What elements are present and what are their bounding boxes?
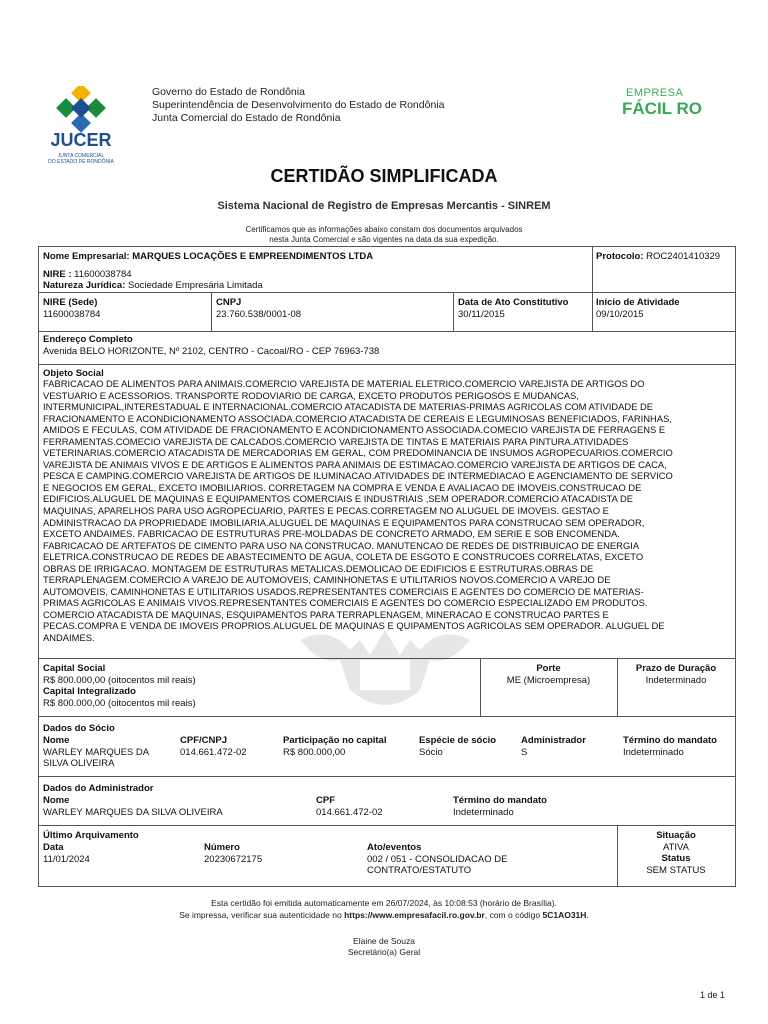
header-line-2: Superintendência de Desenvolvimento do Estado de Rondônia: [152, 99, 445, 111]
objeto-line: MAQUINAS, APARELHOS PARA USO AGROPECUARIO, PARTES E PECAS.CORRETAGEM NO ALUGUEL DE IMOVEIS. GESTAO E: [43, 505, 609, 517]
socio-cpf-block: CPF/CNPJ 014.661.472-02: [180, 735, 247, 758]
coat-of-arms-watermark: [290, 620, 480, 730]
nire-sede-block: NIRE (Sede) 11600038784: [43, 297, 101, 320]
empresa-facil-logo: [620, 84, 720, 120]
objeto-line: TERRAPLENAGEM.COMERCIO A VAREJO DE AUTOMOVEIS, CAMINHONETAS E UTILITARIOS NOVOS.COMERCIO A VAREJO DE: [43, 574, 611, 586]
endereco-value: Avenida BELO HORIZONTE, Nº 2102, CENTRO - Cacoal/RO - CEP 76963-738: [43, 345, 380, 357]
porte-block: Porte ME (Microempresa): [480, 663, 617, 686]
cnpj-value: 23.760.538/0001-08: [216, 308, 302, 320]
socio-administrador-block: Administrador S: [521, 735, 586, 758]
endereco-block: Endereço Completo Avenida BELO HORIZONTE, Nº 2102, CENTRO - Cacoal/RO - CEP 76963-738: [43, 334, 380, 357]
objeto-line: AMIDOS E FECULAS, COM ATIVIDADE DE FRACIONAMENTO E ACONDICIONAMENTO ASSOCIADA.COMECIO VAREJISTA DE FERRAGENS E: [43, 424, 666, 436]
data-ato-block: Data de Ato Constitutivo 30/11/2015: [458, 297, 569, 320]
capital-block: Capital Social R$ 800.000,00 (oitocentos mil reais) Capital Integralizado R$ 800.000,00 (oitocentos mil reais): [43, 663, 196, 709]
objeto-line: AUTOMOVEIS, CAMINHONETAS E UTILITARIOS USADOS.REPRESENTANTES COMERCIAIS E AGENTES DO COMERCIO DE MATERIAS-: [43, 585, 644, 597]
data-ato-value: 30/11/2015: [458, 308, 505, 320]
certificate-table: [38, 246, 736, 887]
objeto-social-text: [43, 378, 731, 644]
svg-text:FÁCIL RO: FÁCIL RO: [622, 99, 702, 118]
inicio-atividade-value: 09/10/2015: [596, 308, 644, 320]
signature-block: [0, 936, 768, 958]
footer-verify: Se impressa, verificar sua autenticidade no https://www.empresafacil.ro.gov.br, com o código 5C1AO31H.: [179, 910, 589, 920]
socio-especie-block: Espécie de sócio Sócio: [419, 735, 497, 758]
admin-nome-block: Nome WARLEY MARQUES DA SILVA OLIVEIRA: [43, 795, 223, 818]
header-line-1: Governo do Estado de Rondônia: [152, 86, 305, 98]
company-natureza: Sociedade Empresária Limitada: [128, 280, 263, 291]
certify-text: Certificamos que as informações abaixo constam dos documentos arquivados nesta Junta Comercial e são vigentes na data da sua expedição.: [245, 225, 523, 244]
objeto-label: Objeto Social: [43, 368, 104, 379]
objeto-line: ANDAIMES.: [43, 632, 95, 644]
objeto-line: E NEGOCIOS EM GERAL, EXCETO IMOBILIARIOS. CORRETAGEM NA COMPRA E VENDA E AVALIACAO DE IMOVEIS.CONSTRUCAO DE: [43, 481, 642, 493]
porte-value: ME (Microempresa): [506, 674, 591, 686]
arquivamento-section-label: Último Arquivamento: [43, 830, 139, 841]
socio-nome-block: Nome WARLEY MARQUES DA SILVA OLIVEIRA: [43, 735, 150, 769]
admin-section-label: Dados do Administrador: [43, 783, 154, 794]
objeto-line: VAREJISTA DE ANIMAIS VIVOS E DE ARTIGOS E ALIMENTOS PARA ANIMAIS DE ESTIMACAO.COMERCIO VAREJISTA DE ARTIGOS DE CACA,: [43, 458, 667, 470]
objeto-line: FABRICACAO DE ARTEFATOS DE CIMENTO PARA USO NA CONSTRUCAO. MANUTENCAO DE REDES DE DISTRIBUICAO DE ENERGIA: [43, 539, 640, 551]
jucer-logo-name: JUCER: [50, 130, 112, 150]
footer-issued: Esta certidão foi emitida automaticamente em 26/07/2024, às 10:08:53 (horário de Brasília).: [211, 898, 557, 908]
footer-notice: [0, 897, 768, 921]
protocolo-value: ROC2401410329: [646, 251, 721, 262]
capital-integralizado-value: R$ 800.000,00 (oitocentos mil reais): [43, 697, 196, 709]
document-title: CERTIDÃO SIMPLIFICADA: [270, 166, 498, 186]
company-block: Nome Empresarial: MARQUES LOCAÇÕES E EMPREENDIMENTOS LTDA NIRE : 11600038784 Natureza Jurídica: Sociedade Empresária Limitada: [43, 251, 374, 291]
company-name: MARQUES LOCAÇÕES E EMPREENDIMENTOS LTDA: [132, 251, 374, 262]
svg-text:DO ESTADO DE RONDÔNIA: DO ESTADO DE RONDÔNIA: [48, 159, 114, 165]
svg-text:EMPRESA: EMPRESA: [626, 87, 684, 99]
admin-termino-block: Término do mandato Indeterminado: [453, 795, 547, 818]
objeto-line: EDIFICIOS.ALUGUEL DE MAQUINAS E EQUIPAMENTOS COMERCIAIS E INDUSTRIAIS ,SEM OPERADOR.COMERCIO ATACADISTA DE: [43, 493, 634, 505]
verification-url[interactable]: https://www.empresafacil.ro.gov.br: [344, 910, 485, 920]
nire-sede-value: 11600038784: [43, 308, 101, 320]
objeto-line: FRACIONAMENTO E ACONDICIONAMENTO ASSOCIADA.COMERCIO ATACADISTA DE CEREAIS E LEGUMINOSAS BENEFICIADOS, FARINHAS,: [43, 412, 672, 424]
objeto-line: PECAS.COMPRA E VENDA DE IMOVEIS PROPRIOS.ALUGUEL DE MAQUINAS E QUIPAMENTOS AGRICOLAS SEM OPERADOR. ALUGUEL DE: [43, 620, 665, 632]
situacao-block: Situação ATIVA Status SEM STATUS: [617, 830, 735, 876]
objeto-line: EXCETO ANDAIMES. FABRICACAO DE ESTRUTURAS PRE-MOLDADAS DE CONCRETO ARMADO, EM SERIE E SOB ENCOMENDA.: [43, 528, 620, 540]
objeto-line: ELETRICA.CONSTRUCAO DE REDES DE ABASTECIMENTO DE AGUA, COLETA DE ESGOTO E CONSTRUCOES CORRELATAS, EXCETO: [43, 551, 644, 563]
verification-code: 5C1AO31H: [542, 910, 587, 920]
prazo-value: Indeterminado: [645, 674, 707, 686]
socio-participacao-block: Participação no capital R$ 800.000,00: [283, 735, 387, 758]
objeto-line: INTERMUNICIPAL,INTERESTADUAL E INTERNACIONAL.COMERCIO ATACADISTA DE MATERIAS-PRIMAS AGRICOLAS COM ATIVIDADE DE: [43, 401, 653, 413]
admin-cpf-block: CPF 014.661.472-02: [316, 795, 383, 818]
socio-termino-block: Término do mandato Indeterminado: [623, 735, 717, 758]
signer-role: Secretário(a) Geral: [347, 947, 421, 957]
objeto-line: VESTUARIO E ACESSORIOS. TRANSPORTE RODOVIARIO DE CARGA, EXCETO PRODUTOS PERIGOSOS E MUDANCAS,: [43, 389, 579, 401]
protocolo-block: Protocolo: ROC2401410329: [596, 251, 721, 262]
header-line-3: Junta Comercial do Estado de Rondônia: [152, 112, 341, 124]
situacao-value: ATIVA: [662, 841, 690, 853]
socio-section-label: Dados do Sócio: [43, 723, 115, 734]
inicio-atividade-block: Início de Atividade 09/10/2015: [596, 297, 680, 320]
capital-social-value: R$ 800.000,00 (oitocentos mil reais): [43, 674, 196, 686]
objeto-line: FABRICACAO DE ALIMENTOS PARA ANIMAIS.COMERCIO VAREJISTA DE MATERIAL ELETRICO.COMERCIO VAREJISTA DE ARTIGOS DO: [43, 378, 645, 389]
objeto-line: ADMINISTRACAO DA PROPRIEDADE IMOBILIARIA.ALUGUEL DE MAQUINAS E EQUIPAMENTOS PARA CONSTRUCAO SEM OPERADOR,: [43, 516, 645, 528]
arquivamento-data-block: Data 11/01/2024: [43, 842, 90, 865]
objeto-line: PRIMAS AGRICOLAS E ANIMAIS VIVOS.REPRESENTANTES COMERCIAIS E AGENTES DO COMERCIO ESPECIALIZADO EM PRODUTOS.: [43, 597, 648, 609]
objeto-line: COMERCIO ATACADISTA DE MAQUINAS, ESQUIPAMENTOS PARA TERRAPLENAGEM, MINERACAO E CONSTRUCAO PARTES E: [43, 608, 609, 620]
cnpj-block: CNPJ 23.760.538/0001-08: [216, 297, 302, 320]
objeto-line: PESCA E CAMPING.COMERCIO VAREJISTA DE ARTIGOS DE ILUMINACAO.ATIVIDADES DE INTERMEDIACAO E AGENCIAMENTO DE SERVICO: [43, 470, 673, 482]
arquivamento-numero-block: Número 20230672175: [204, 842, 263, 865]
objeto-line: FERRAMENTAS.COMECIO VAREJISTA DE CALCADOS.COMERCIO VAREJISTA DE TINTAS E MATERIAIS PARA PINTURA.ATIVIDADES: [43, 435, 629, 447]
signer-name: Elaine de Souza: [353, 936, 415, 946]
svg-text:JUNTA COMERCIAL: JUNTA COMERCIAL: [57, 153, 105, 159]
prazo-block: Prazo de Duração Indeterminado: [617, 663, 735, 686]
status-value: SEM STATUS: [646, 864, 706, 876]
arquivamento-ato-block: Ato/eventos 002 / 051 - CONSOLIDACAO DE CONTRATO/ESTATUTO: [367, 842, 508, 876]
page-number: 1 de 1: [700, 990, 726, 1000]
header-institution: [152, 86, 444, 125]
objeto-line: OBRAS DE IRRIGACAO. MONTAGEM DE ESTRUTURAS METALICAS.DEMOLICAO DE EDIFICIOS E ESTRUTURAS.OBRAS DE: [43, 562, 594, 574]
company-nire: 11600038784: [74, 268, 132, 280]
document-subtitle: Sistema Nacional de Registro de Empresas Mercantis - SINREM: [217, 200, 551, 212]
jucer-logo: [36, 86, 126, 170]
objeto-line: VETERINARIAS.COMERCIO ATACADISTA DE MERCADORIAS EM GERAL, COM PREDOMINANCIA DE INSUMOS AGROPECUARIOS.COMERCIO: [43, 447, 673, 459]
